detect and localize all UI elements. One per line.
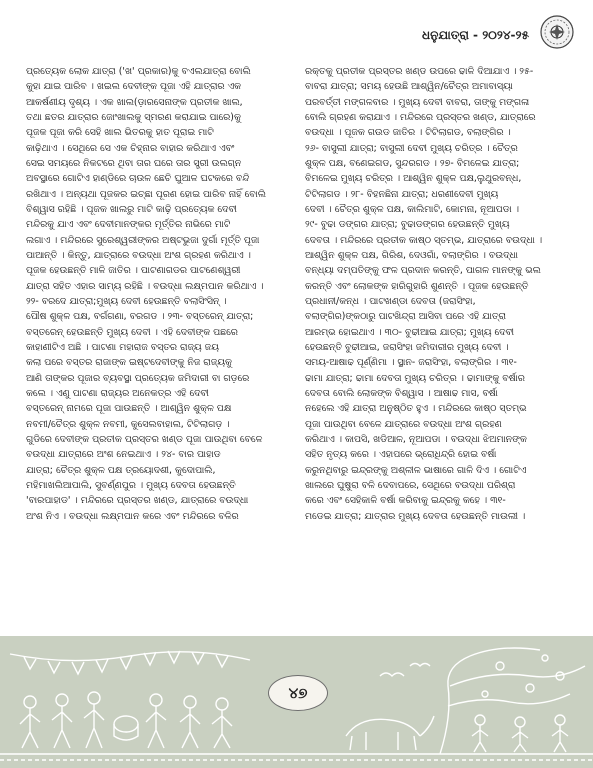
text-line: ସେଇ ସମୟରେ ନିକଟରେ ଥିବା ତାର ଘରେ ତାର ସ୍ତ୍ରୀ ଉଲଗ୍ନ — [26, 157, 242, 169]
text-line: ୨୬- ବାସୁଲୀ ଯାତ୍ରା; ବାସୁଲୀ ଦେବୀ ମୁଖ୍ୟ ଚରିତ୍ର । ଚୈତ୍ର — [305, 142, 518, 154]
text-line: ଖାଲରେ ଘୁଷୁରା ବଳି ଦେବାପରେ, ସେଥିରେ ବଉଦ୍ଧା ପରିଶ୍ରା — [305, 479, 516, 491]
text-line: ମନ୍ଦିରକୁ ଯାଏ ଏବଂ ଦେବୀମାନଙ୍କର ମୂର୍ତ୍ତିର ନାଭିରେ ମାଟି — [26, 219, 231, 231]
text-line: ଦେବତା । ମନ୍ଦିରରେ ପ୍ରତୀକ କାଷ୍ଠ ସ୍ତମ୍ଭ, ଯାତ୍ରାରେ ବଉଦ୍ଧା । — [305, 234, 543, 246]
article-body — [26, 64, 567, 618]
text-line: ସମୟ-ଆଷାଢ ପୂର୍ଣ୍ଣିମା । ସ୍ଥାନ- ଜରାସିଂହା, ବଲାଙ୍ଗିର । ୩୧- — [305, 357, 517, 369]
text-line: ପ୍ରଧାନୀ/କନ୍ଧ । ପାଟଖଣ୍ଡା ଦେବତା (ଜରାସିଂହା, — [305, 295, 476, 307]
text-line: ବୋଲି ଗ୍ରହଣ କରାଯାଏ । ମନ୍ଦିରରେ ପ୍ରସ୍ତର ଖଣ୍ଡ, ଯାତ୍ରାରେ — [305, 111, 536, 123]
text-line: ନବମୀ/ଚୈତ୍ର ଶୁକ୍ଳ ନବମୀ, କୁସେଲବାହାଲ, ଟିଟିଲାଗଡ଼ । — [26, 418, 230, 430]
emblem-icon — [539, 14, 575, 50]
text-line: ମହିମାଖଲିଆପାଲି, ସୁବର୍ଣ୍ଣପୁର । ମୁଖ୍ୟ ଦେବତା ହେଉଛନ୍ତି — [26, 479, 236, 491]
text-line: ବଉଦ୍ଧା । ପୂଜକ ଗଉଡ ଜାତିର । ଟିଟିଲାଗଡ, ବଲାଙ୍ଗିର । — [305, 127, 511, 139]
right-column — [305, 64, 567, 618]
text-line: ଲଗାଏ । ମନ୍ଦିରରେ ସୁରେଶ୍ୱରୀଙ୍କର ଅଷ୍ଟଭୁଜା ଦୁର୍ଗା ମୂର୍ତ୍ତି ପୂଜା — [26, 234, 260, 246]
text-line: ଗୁଡିରେ ଦେବୀଙ୍କ ପ୍ରତୀକ ପ୍ରସ୍ତର ଖଣ୍ଡ ପୂଜା ପାଉଥିବା ବେଳେ — [26, 433, 263, 445]
left-column — [26, 64, 288, 618]
text-line: ପାଆନ୍ତି । କିନ୍ତୁ, ଯାତ୍ରାରେ ବଉଦ୍ଧା ଅଂଶ ଗ୍ରହଣ କରିଥାଏ । — [26, 249, 251, 261]
text-line: ୨୨- ବରଦେ ଯାତ୍ରା;ମୁଖ୍ୟ ଦେବୀ ହେଉଛନ୍ତି ବଲାସିଂସିନ୍ । — [26, 295, 227, 307]
text-line: ବଉଦ୍ଧା ଯାତ୍ରାରେ ଅଂଶ ନେଇଥାଏ । ୨୪- ବାର ପାହାଡ — [26, 449, 221, 461]
text-line: ବସ୍ତରେନ୍ ହେଉଛନ୍ତି ମୁଖ୍ୟ ଦେବୀ । ଏହି ଦେବୀଙ୍କ ପଛରେ — [26, 326, 238, 338]
text-line: ଆରମ୍ଭ ହୋଇଥାଏ । ୩୦- ବୁଢୀଆଇ ଯାତ୍ରା; ମୁଖ୍ୟ ଦେବୀ — [305, 326, 515, 338]
text-line: କାଢ଼ିଥାଏ । ସେଥିରେ ସେ ଏକ ଚିହ୍ନାର ବାହାର କରିଥାଏ ଏବଂ — [26, 142, 235, 154]
text-line: ମଡେଇ ଯାତ୍ରା; ଯାତ୍ରାର ମୁଖ୍ୟ ଦେବତା ହେଉଛନ୍ତି ମାଉଲୀ । — [305, 510, 526, 522]
text-line: ବନ୍ଧ୍ୟା ଦମ୍ପତିଙ୍କୁ ଫଳ ପ୍ରଦାନ କରନ୍ତି, ପାଗଳ ମାନଙ୍କୁ ଭଲ — [305, 265, 541, 277]
text-line: ଆକର୍ଷଣୀୟ ଦୃଶ୍ୟ । ଏକ ଖାଲ(ଡ଼ାରସେନାଙ୍କ ପ୍ରତୀକ ଖାଲ, — [26, 96, 243, 108]
text-line: କରିଥାଏ । କାପସି, ଖଡିଆଳ, ନୂଆପଡା । ବଉଦ୍ଧା ଝିଅମାନଙ୍କ — [305, 433, 527, 445]
text-line: ଯାତ୍ରା ସହିତ ଏହାର ସାମ୍ୟ ରହିଛି । ବଉଦ୍ଧା ଲକ୍ଷ୍ମପାନ କରିଥାଏ । — [26, 280, 264, 292]
page-header — [0, 8, 593, 50]
text-line: କରୁନଥିବାରୁ ଇନ୍ଦ୍ରଙ୍କୁ ଅଶ୍ଳୀଳ ଭାଷାରେ ଗାଳି ଦିଏ । ଗୋଟିଏ — [305, 464, 527, 476]
text-line: ଦେବୀ । ଚୈତ୍ର ଶୁକ୍ଳ ପକ୍ଷ, କାଲିମାଟି, କୋମନା, ନୂଆପଡା । — [305, 203, 519, 215]
text-line: ସହିତ ନୃତ୍ୟ କରେ । ଏହାପରେ ଭ୍ରୋଧିନ୍ଦ୍ରି ହୋଇ ବର୍ଷା — [305, 449, 497, 461]
text-line: ପରବର୍ତ୍ତୀ ମଙ୍ଗଳବାର । ମୁଖ୍ୟ ଦେବୀ ବାବରା, ତାଙ୍କୁ ମଙ୍ଗଳା — [305, 96, 530, 108]
text-line: ହେଉଛନ୍ତି ବୁଢୀଆଇ, ଜରାସିଂହା ଜମିଦାରୀର ମୁଖ୍ୟ ଦେବୀ । — [305, 341, 509, 353]
running-header-title: ଧନୁଯାତ୍ରା - ୨୦୨୪-୨୫ — [421, 28, 529, 42]
text-line: ଟିଟିଲାଗଡ । ୨୮- ବିହନଛିନା ଯାତ୍ରା; ଧରଣୀଦେବୀ ମୁଖ୍ୟ — [305, 188, 499, 200]
text-line: ପୂଜକ ପୂଜା କରି ସେହି ଖାଲ ଭିତରକୁ ହାତ ପୂରାଇ ମାଟି — [26, 127, 214, 139]
text-line: ବିଶ୍ୱାସ ରହିଛି । ପୂଜକ ଖାଲରୁ ମାଟି କାଢ଼ି ପ୍ରତ୍ୟେକ ଦେବୀ — [26, 203, 237, 215]
text-line: ପୌଷ ଶୁକ୍ଳ ପକ୍ଷ, ବର୍ଗଗଣା, ବରଗଡ । ୨୩- ବସ୍ତରେନ୍ ଯାତ୍ରା; — [26, 311, 254, 323]
page-number-badge — [268, 675, 328, 711]
text-line: ବଲାଙ୍ଗିର)ଙ୍କଠାରୁ ପାଟଖିନ୍ଦ୍ରା ଆସିବା ପରେ ଏହି ଯାତ୍ରା — [305, 311, 506, 323]
text-line: ତଥା ଛତର ଯାତ୍ରାର ଜୋଂଖାଲକୁ ସ୍ମରଣ କରାଯାଇ ପାରେ)କୁ — [26, 111, 241, 123]
text-line: ଦେବତା ବୋଲି ଲୋକଙ୍କ ବିଶ୍ୱାସ । ଆଷାଢ ମାସ, ବର୍ଷା — [305, 387, 498, 399]
text-line: ରଖିଥାଏ । ଅନ୍ୟଥା ପୂଜକର ଇଚ୍ଛା ପୂରଣ ହୋଇ ପାରିବ ନାହିଁ ବୋଲି — [26, 188, 266, 200]
text-line: ଢାମା ଯାତ୍ରା; ଢାମା ଦେବତା ମୁଖ୍ୟ ଚରିତ୍ର । ଢାମାଙ୍କୁ ବର୍ଷାର — [305, 372, 525, 384]
text-line: ରକ୍ତକୁ ପ୍ରତୀକ ପ୍ରସ୍ତର ଖଣ୍ଡ ଉପରେ ଢାଳି ଦିଆଯାଏ । ୨୫- — [305, 66, 534, 77]
text-line: ପୂଜକ ହେଉଛନ୍ତି ମାଳି ଜାତିର । ପାଟଣାଗଡର ପାଟଣେଶ୍ୱରୀ — [26, 265, 241, 277]
text-line: କରନ୍ତି ଏବଂ ଲୋକଙ୍କ ହାରିଗୁହାରି ଶୁଣନ୍ତି । ପୂଜକ ହେଉଛନ୍ତି — [305, 280, 529, 292]
text-line: ଅବସ୍ଥାରେ ଗୋଟିଏ ହାଣ୍ଡିରେ ଚାଉଳ ଛେଚି ଘୁଆଳ ଘଟକରେ ବନ୍ଦି — [26, 173, 250, 185]
text-line: ଶୁକ୍ଳ ପକ୍ଷ, ବଣେଇଗଡ, ସୁନ୍ଦରଗଡ । ୨୭- ବିମଳେଇ ଯାତ୍ରା; — [305, 157, 520, 169]
text-line: ଅଂଶ ନିଏ । ବଉଦ୍ଧା ଲକ୍ଷ୍ମପାନ କରେ ଏବଂ ମନ୍ଦିରରେ ବଳିର — [26, 510, 239, 522]
text-line: ୨୯- ବୁଢା ଡଙ୍ଗର ଯାତ୍ରା; ବୁଢାଡଙ୍ଗର ହେଉଛନ୍ତି ମୁଖ୍ୟ — [305, 219, 510, 231]
text-line: ପ୍ରତ୍ୟେକ ଲୋକ ଯାତ୍ରା ('ଖ' ପ୍ରକାର)କୁ ବଏଲଯାତ୍ରା ବୋଲି — [26, 66, 251, 77]
text-line: କଲେ । ଏଣୁ ପାଟଣା ରାଜ୍ୟର ଅନେକତ୍ର ଏହି ଦେବୀ — [26, 387, 209, 399]
page-number: ୪୭ — [288, 684, 308, 702]
text-line: ନହେଲେ ଏହି ଯାତ୍ରା ଅନୁଷ୍ଠିତ ହୁଏ । ମନ୍ଦିରରେ କାଷ୍ଠ ସ୍ତମ୍ଭ — [305, 403, 527, 415]
text-line: ବିମଳେଇ ମୁଖ୍ୟ ଚରିତ୍ର । ଆଶ୍ୱିନ ଶୁକ୍ଳ ପକ୍ଷ,ଲୁଥୁରବନ୍ଧ, — [305, 173, 522, 185]
text-line: ପୂଜା ପାଉଥିବା ବେଳେ ଯାତ୍ରାରେ ବଉଦ୍ଧା ଅଂଶ ଗ୍ରହଣ — [305, 418, 502, 430]
text-line: କରେ ଏବଂ ସେହିକାଳି ବର୍ଷା କରିବାକୁ ଇନ୍ଦ୍ରକୁ କହେ । ୩୧- — [305, 495, 506, 507]
text-line: ଆଣି ତାଙ୍କର ପୂଜାର ବ୍ୟବସ୍ଥା ପ୍ରତ୍ୟେକ ଜମିଦାରୀ ବା ଗଡ଼ରେ — [26, 372, 250, 384]
text-line: ବସ୍ତରେନ୍ ନାମରେ ପୂଜା ପାଉଛନ୍ତି । ଆଶ୍ୱିନ ଶୁକ୍ଳ ପକ୍ଷ — [26, 403, 232, 415]
text-line: କଲା ପରେ ବସ୍ତର ରାଜାଙ୍କ ଇଷ୍ଟଦେବୀଙ୍କୁ ନିଜ ରାଜ୍ୟକୁ — [26, 357, 232, 369]
text-line: ଯାତ୍ରା; ଚୈତ୍ର ଶୁକ୍ଳ ପକ୍ଷ ତ୍ରୟୋଦଶୀ, କୁଦୋପାଲି, — [26, 464, 216, 476]
text-line: ଆଶ୍ୱିନ ଶୁକ୍ଳ ପକ୍ଷ, ଗିରିଶ, ଦେଓଗାଁ, ବଲାଙ୍ଗିର । ବଉଦ୍ଧା — [305, 249, 518, 261]
text-line: କାହାଣୀଟିଏ ଅଛି । ପାଟଣା ମହାରାଜ ବସ୍ତର ରାଜ୍ୟ ଜୟ — [26, 341, 219, 353]
text-line: 'ବାରପାହାଡ' । ମନ୍ଦିରରେ ପ୍ରସ୍ତର ଖଣ୍ଡ, ଯାତ୍ରାରେ ବଉଦ୍ଧା — [26, 495, 249, 507]
text-line: ବାବରା ଯାତ୍ରା; ସମୟ ହେଉଛି ଆଶ୍ୱିନ/ଚୈତ୍ର ଅମାବାସ୍ୟା — [305, 81, 513, 93]
text-line: କୁହା ଯାଇ ପାରିବ । ଖଇଲ ଦେବୀଙ୍କ ପୂଜା ଏହି ଯାତ୍ରାର ଏକ — [26, 81, 242, 93]
